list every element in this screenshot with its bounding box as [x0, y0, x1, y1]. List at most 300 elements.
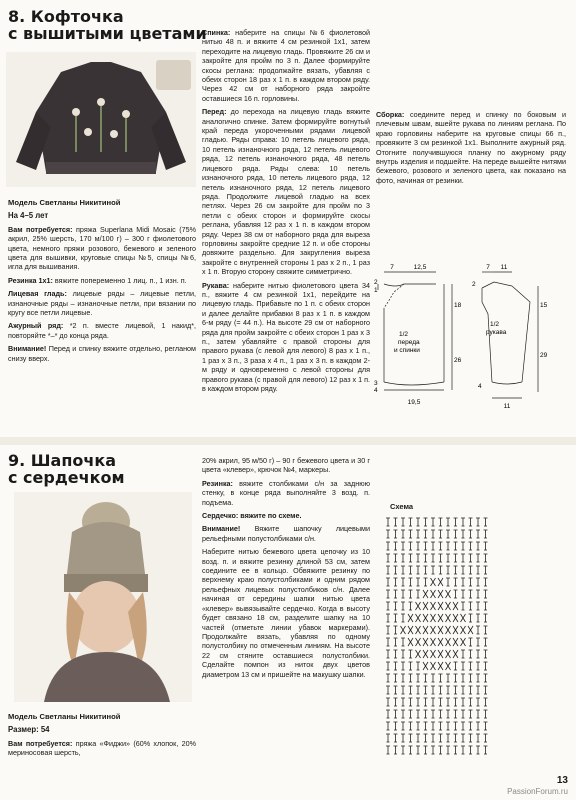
scheme-stitch-symbol	[431, 746, 435, 754]
scheme-stitch-symbol	[401, 710, 405, 718]
scheme-stitch-symbol	[454, 542, 458, 550]
scheme-stitch-symbol	[476, 722, 480, 730]
scheme-stitch-symbol	[469, 746, 473, 754]
section-8-title-line2: с вышитыми цветами	[8, 24, 207, 43]
scheme-stitch-symbol	[461, 590, 465, 598]
scheme-heart-symbol	[408, 614, 413, 622]
scheme-heart-symbol	[431, 602, 436, 610]
scheme-stitch-symbol	[469, 674, 473, 682]
section-9-size: Размер: 54	[8, 725, 50, 735]
scheme-heart-symbol	[446, 650, 451, 658]
section-8-title-line1: 8. Кофточка	[8, 7, 124, 26]
scheme-stitch-symbol	[469, 710, 473, 718]
scheme-stitch-symbol	[386, 530, 390, 538]
scheme-title: Схема	[390, 502, 414, 511]
scheme-stitch-symbol	[484, 530, 488, 538]
scheme-stitch-symbol	[416, 578, 420, 586]
section-8-column-3	[376, 14, 566, 189]
scheme-heart-symbol	[438, 662, 443, 670]
scheme-stitch-symbol	[454, 578, 458, 586]
scheme-stitch-symbol	[416, 722, 420, 730]
face-label: Лицевая гладь:	[8, 289, 67, 299]
scheme-stitch-symbol	[446, 710, 450, 718]
section-9-column-1	[8, 712, 196, 762]
scheme-heart-symbol	[446, 638, 451, 646]
scheme-stitch-symbol	[454, 710, 458, 718]
scheme-stitch-symbol	[401, 734, 405, 742]
scheme-stitch-symbol	[446, 578, 450, 586]
section-8-front	[202, 107, 370, 276]
scheme-stitch-symbol	[409, 722, 413, 730]
lace-text: *2 п. вместе лицевой, 1 накид*, повторяйте *–* до конца ряда.	[8, 321, 197, 340]
scheme-stitch-symbol	[401, 638, 405, 646]
scheme-stitch-symbol	[386, 710, 390, 718]
scheme-stitch-symbol	[401, 662, 405, 670]
scheme-stitch-symbol	[469, 542, 473, 550]
sleeve-text: наберите нитью фиолетового цвета 34 п., вяжите 4 см резинкой 1x1, перейдите на лицевую гладь. Прибавьте по 1 п. с обеих сторон и далее делайте прибавки 8 раз x 1 п. в каждом 6-м ряду (= 44 п.). На высоте 29 см от наборного ряда для пройм закройте с обеих сторон 1 раз x 3 п., затем убавляйте с правой стороны для правого рукава (с левой для левого) 8 раз x 1 п., 1 раз x 3 п., 3 раза x 4 п., 1 раз x 3 п. в каждом 2-м ряду и одновременно с левой стороны для правого рукава (с правой для левого) 12 раз x 1 п. в каждом втором ряду.	[202, 280, 371, 394]
scheme-stitch-symbol	[424, 710, 428, 718]
scheme-stitch-symbol	[394, 554, 398, 562]
scheme-heart-symbol	[453, 638, 458, 646]
pattern2-top-11: 11	[500, 264, 508, 271]
scheme-stitch-symbol	[469, 638, 473, 646]
pattern1-l-1: 1	[374, 287, 378, 294]
scheme-stitch-symbol	[431, 722, 435, 730]
scheme-heart-symbol	[438, 626, 443, 634]
scheme-stitch-symbol	[409, 710, 413, 718]
section-9-attention	[202, 524, 370, 543]
scheme-stitch-symbol	[439, 722, 443, 730]
scheme-heart-symbol	[423, 602, 428, 610]
scheme-stitch-symbol	[469, 530, 473, 538]
scheme-stitch-symbol	[461, 734, 465, 742]
scheme-stitch-symbol	[446, 722, 450, 730]
pattern2-r-29: 29	[540, 352, 548, 359]
scheme-stitch-symbol	[484, 710, 488, 718]
scheme-stitch-symbol	[401, 746, 405, 754]
scheme-stitch-symbol	[446, 734, 450, 742]
scheme-stitch-symbol	[386, 650, 390, 658]
scheme-stitch-symbol	[424, 578, 428, 586]
pattern1-label-2: переда	[398, 339, 420, 346]
scheme-stitch-symbol	[409, 734, 413, 742]
scheme-heart-symbol	[446, 590, 451, 598]
scheme-stitch-symbol	[409, 674, 413, 682]
scheme-stitch-symbol	[446, 746, 450, 754]
scheme-stitch-symbol	[431, 674, 435, 682]
section-9-materials-text: пряжа «Фиджи» (60% хлопок, 20% мериносовая шерсть,	[8, 738, 197, 758]
scheme-stitch-symbol	[386, 638, 390, 646]
scheme-stitch-symbol	[469, 602, 473, 610]
scheme-heart-symbol	[431, 638, 436, 646]
scheme-stitch-symbol	[431, 710, 435, 718]
scheme-stitch-symbol	[386, 674, 390, 682]
scheme-stitch-symbol	[476, 686, 480, 694]
section-9-rib-text: вяжите столбиками с/н за заднюю стенку, в конце ряда выполняйте 3 возд. п. подъема.	[202, 478, 370, 507]
pattern2-l-2: 2	[472, 281, 476, 288]
scheme-stitch-symbol	[469, 722, 473, 730]
scheme-stitch-symbol	[424, 566, 428, 574]
scheme-stitch-symbol	[386, 662, 390, 670]
scheme-stitch-symbol	[394, 518, 398, 526]
scheme-stitch-symbol	[409, 578, 413, 586]
scheme-stitch-symbol	[454, 554, 458, 562]
scheme-stitch-symbol	[439, 674, 443, 682]
pattern1-top-7: 7	[390, 264, 394, 271]
scheme-stitch-symbol	[439, 698, 443, 706]
scheme-heart-symbol	[431, 614, 436, 622]
scheme-heart-symbol	[446, 602, 451, 610]
face-text: лицевые ряды – лицевые петли, изнаночные ряды – изнаночные петли, при вязании по кругу все петли лицевые.	[8, 289, 197, 318]
scheme-stitch-symbol	[416, 518, 420, 526]
scheme-stitch-symbol	[386, 542, 390, 550]
scheme-heart-symbol	[431, 626, 436, 634]
scheme-stitch-symbol	[386, 602, 390, 610]
scheme-stitch-symbol	[431, 530, 435, 538]
section-8-attention	[8, 344, 196, 363]
scheme-stitch-symbol	[401, 602, 405, 610]
scheme-stitch-symbol	[484, 746, 488, 754]
scheme-stitch-symbol	[469, 566, 473, 574]
back-label: Спинка:	[202, 28, 231, 37]
section-9-materials	[8, 739, 196, 758]
scheme-stitch-symbol	[424, 722, 428, 730]
scheme-stitch-symbol	[476, 746, 480, 754]
scheme-stitch-symbol	[484, 638, 488, 646]
scheme-stitch-symbol	[446, 686, 450, 694]
scheme-heart-symbol	[453, 614, 458, 622]
scheme-stitch-symbol	[454, 674, 458, 682]
scheme-stitch-symbol	[409, 686, 413, 694]
scheme-heart-symbol	[431, 650, 436, 658]
scheme-stitch-symbol	[469, 578, 473, 586]
section-9-rib-label: Резинка:	[202, 478, 233, 488]
scheme-heart-symbol	[453, 602, 458, 610]
scheme-stitch-symbol	[401, 614, 405, 622]
scheme-stitch-symbol	[401, 722, 405, 730]
scheme-stitch-symbol	[394, 734, 398, 742]
scheme-heart-symbol	[423, 590, 428, 598]
scheme-stitch-symbol	[454, 746, 458, 754]
scheme-stitch-symbol	[439, 566, 443, 574]
attention-label: Внимание!	[8, 344, 47, 354]
section-8-title	[8, 8, 207, 42]
scheme-stitch-symbol	[469, 590, 473, 598]
watermark: PassionForum.ru	[507, 787, 568, 796]
pattern1-l-4: 4	[374, 387, 378, 394]
pattern-sleeve	[472, 262, 566, 418]
pattern2-r-15: 15	[540, 302, 548, 309]
scheme-stitch-symbol	[416, 686, 420, 694]
section-8-rib	[8, 276, 196, 285]
scheme-stitch-symbol	[446, 542, 450, 550]
scheme-stitch-symbol	[394, 638, 398, 646]
scheme-stitch-symbol	[484, 698, 488, 706]
scheme-stitch-symbol	[386, 722, 390, 730]
scheme-stitch-symbol	[476, 626, 480, 634]
scheme-stitch-symbol	[409, 542, 413, 550]
scheme-stitch-symbol	[386, 590, 390, 598]
scheme-stitch-symbol	[461, 746, 465, 754]
scheme-stitch-symbol	[476, 638, 480, 646]
scheme-stitch-symbol	[409, 650, 413, 658]
scheme-stitch-symbol	[476, 530, 480, 538]
scheme-heart-symbol	[431, 590, 436, 598]
scheme-stitch-symbol	[439, 530, 443, 538]
scheme-stitch-symbol	[484, 590, 488, 598]
hat-photo	[14, 492, 192, 702]
scheme-stitch-symbol	[461, 518, 465, 526]
scheme-heart-symbol	[423, 638, 428, 646]
scheme-stitch-symbol	[454, 686, 458, 694]
scheme-stitch-symbol	[431, 554, 435, 562]
scheme-stitch-symbol	[439, 734, 443, 742]
scheme-stitch-symbol	[401, 566, 405, 574]
scheme-stitch-symbol	[394, 746, 398, 754]
scheme-stitch-symbol	[476, 674, 480, 682]
scheme-stitch-symbol	[461, 530, 465, 538]
section-9-attention-text: Вяжите шапочку лицевыми рельефными полустолбиками с/н.	[202, 524, 370, 543]
scheme-heart-symbol	[416, 614, 421, 622]
scheme-stitch-symbol	[484, 614, 488, 622]
scheme-stitch-symbol	[484, 686, 488, 694]
scheme-stitch-symbol	[401, 698, 405, 706]
scheme-stitch-symbol	[394, 698, 398, 706]
scheme-stitch-symbol	[484, 542, 488, 550]
scheme-stitch-symbol	[416, 674, 420, 682]
pattern2-bottom: 11	[503, 403, 511, 410]
scheme-stitch-symbol	[461, 650, 465, 658]
pattern1-label-3: и спинки	[394, 347, 420, 354]
scheme-stitch-symbol	[476, 542, 480, 550]
scheme-stitch-symbol	[484, 650, 488, 658]
scheme-stitch-symbol	[484, 722, 488, 730]
lace-label: Ажурный ряд:	[8, 321, 64, 331]
scheme-heart-symbol	[446, 662, 451, 670]
section-9-model: Модель Светланы Никитиной	[8, 712, 121, 721]
scheme-heart-symbol	[461, 614, 466, 622]
scheme-stitch-symbol	[424, 746, 428, 754]
scheme-stitch-symbol	[454, 590, 458, 598]
section-8-assembly	[376, 110, 566, 185]
scheme-stitch-symbol	[476, 614, 480, 622]
scheme-stitch-symbol	[386, 578, 390, 586]
section-9-title-line1: 9. Шапочка	[8, 451, 117, 470]
scheme-heart-symbol	[431, 662, 436, 670]
section-8-face	[8, 289, 196, 317]
scheme-stitch-symbol	[454, 566, 458, 574]
scheme-stitch-symbol	[484, 518, 488, 526]
scheme-stitch-symbol	[386, 566, 390, 574]
scheme-stitch-symbol	[401, 542, 405, 550]
scheme-stitch-symbol	[416, 662, 420, 670]
scheme-stitch-symbol	[416, 542, 420, 550]
scheme-stitch-symbol	[476, 518, 480, 526]
scheme-stitch-symbol	[401, 674, 405, 682]
scheme-stitch-symbol	[394, 686, 398, 694]
scheme-stitch-symbol	[461, 674, 465, 682]
scheme-stitch-symbol	[424, 734, 428, 742]
pattern1-r-18: 18	[454, 302, 462, 309]
scheme-stitch-symbol	[476, 650, 480, 658]
scheme-stitch-symbol	[431, 518, 435, 526]
section-8-size: На 4–5 лет	[8, 211, 49, 221]
sweater-photo	[6, 52, 196, 187]
scheme-stitch-symbol	[469, 518, 473, 526]
scheme-heart-symbol	[446, 614, 451, 622]
scheme-stitch-symbol	[386, 686, 390, 694]
scheme-stitch-symbol	[409, 746, 413, 754]
pattern2-l-4: 4	[478, 383, 482, 390]
scheme-stitch-symbol	[431, 698, 435, 706]
scheme-stitch-symbol	[454, 698, 458, 706]
scheme-heart-symbol	[438, 578, 443, 586]
scheme-stitch-symbol	[386, 614, 390, 622]
scheme-stitch-symbol	[476, 710, 480, 718]
scheme-stitch-symbol	[394, 614, 398, 622]
scheme-stitch-symbol	[386, 746, 390, 754]
scheme-stitch-symbol	[416, 746, 420, 754]
scheme-stitch-symbol	[431, 734, 435, 742]
scheme-stitch-symbol	[394, 626, 398, 634]
scheme-heart-symbol	[416, 650, 421, 658]
section-divider	[0, 437, 576, 445]
scheme-stitch-symbol	[476, 662, 480, 670]
scheme-heart-symbol	[431, 578, 436, 586]
scheme-stitch-symbol	[424, 686, 428, 694]
scheme-stitch-symbol	[439, 710, 443, 718]
scheme-heart-symbol	[416, 626, 421, 634]
scheme-heart-symbol	[416, 638, 421, 646]
scheme-stitch-symbol	[416, 734, 420, 742]
section-8-model: Модель Светланы Никитиной	[8, 198, 121, 207]
scheme-stitch-symbol	[416, 590, 420, 598]
scheme-stitch-symbol	[484, 578, 488, 586]
scheme-stitch-symbol	[469, 734, 473, 742]
section-9-title	[8, 452, 125, 486]
scheme-stitch-symbol	[424, 554, 428, 562]
scheme-stitch-symbol	[461, 542, 465, 550]
scheme-stitch-symbol	[439, 554, 443, 562]
scheme-stitch-symbol	[454, 734, 458, 742]
scheme-stitch-symbol	[461, 554, 465, 562]
pattern1-l-3: 3	[374, 380, 378, 387]
scheme-stitch-symbol	[401, 518, 405, 526]
scheme-stitch-symbol	[446, 530, 450, 538]
scheme-stitch-symbol	[484, 674, 488, 682]
scheme-stitch-symbol	[424, 674, 428, 682]
scheme-stitch-symbol	[409, 530, 413, 538]
scheme-heart-symbol	[446, 626, 451, 634]
rib-label: Резинка 1x1:	[8, 275, 53, 285]
pattern-front-back	[374, 262, 470, 418]
scheme-stitch-symbol	[394, 566, 398, 574]
scheme-stitch-symbol	[394, 674, 398, 682]
scheme-heart-symbol	[438, 602, 443, 610]
scheme-stitch-symbol	[416, 530, 420, 538]
scheme-stitch-symbol	[416, 698, 420, 706]
scheme-stitch-symbol	[446, 554, 450, 562]
scheme-stitch-symbol	[394, 710, 398, 718]
scheme-stitch-symbol	[416, 710, 420, 718]
pattern1-label-1: 1/2	[399, 331, 409, 338]
scheme-stitch-symbol	[394, 590, 398, 598]
scheme-stitch-symbol	[394, 722, 398, 730]
heart-label: Сердечко:	[202, 511, 239, 521]
pattern1-l-2: 2	[374, 279, 378, 286]
scheme-heart-symbol	[438, 650, 443, 658]
scheme-stitch-symbol	[409, 566, 413, 574]
section-9-column-2	[202, 456, 370, 683]
pattern2-label-1: 1/2	[490, 321, 500, 328]
pattern2-label-2: рукава	[486, 329, 507, 336]
scheme-stitch-symbol	[484, 662, 488, 670]
scheme-stitch-symbol	[424, 518, 428, 526]
scheme-stitch-symbol	[409, 662, 413, 670]
assembly-text: соедините перед и спинку по боковым и плечевым швам, вшейте рукава по линиям реглана. По краю горловины наберите на круговые спицы 66 п., провяжите 3 см резинкой 1x1. Выполните ажурный ряд. Отогните получившуюся планку по ажурному ряду внутрь изделия и подшейте. На переде вышейте нитями бежевого, розового и зеленого цвета, как показано на фото, начиная от резинки.	[376, 110, 566, 185]
section-9-attention-label: Внимание!	[202, 524, 241, 534]
scheme-stitch-symbol	[454, 530, 458, 538]
scheme-stitch-symbol	[401, 578, 405, 586]
scheme-stitch-symbol	[461, 602, 465, 610]
section-9-materials-label: Вам потребуется:	[8, 738, 73, 748]
scheme-stitch-symbol	[386, 626, 390, 634]
scheme-heart-symbol	[453, 650, 458, 658]
section-8-column-2	[202, 28, 370, 397]
scheme-stitch-symbol	[484, 602, 488, 610]
scheme-stitch-symbol	[394, 530, 398, 538]
scheme-stitch-symbol	[469, 662, 473, 670]
pattern2-top-7: 7	[486, 264, 490, 271]
scheme-stitch-symbol	[401, 554, 405, 562]
scheme-stitch-symbol	[469, 686, 473, 694]
scheme-heart-symbol	[408, 626, 413, 634]
scheme-stitch-symbol	[469, 698, 473, 706]
scheme-stitch-symbol	[386, 698, 390, 706]
scheme-heart-symbol	[423, 614, 428, 622]
scheme-stitch-symbol	[401, 590, 405, 598]
section-8-sleeve	[202, 281, 370, 394]
scheme-stitch-symbol	[431, 686, 435, 694]
scheme-stitch-symbol	[439, 542, 443, 550]
scheme-stitch-symbol	[409, 590, 413, 598]
scheme-stitch-symbol	[476, 602, 480, 610]
scheme-stitch-symbol	[394, 650, 398, 658]
scheme-stitch-symbol	[424, 542, 428, 550]
scheme-stitch-symbol	[476, 734, 480, 742]
pattern1-r-26: 26	[454, 357, 462, 364]
back-text: наберите на спицы №6 фиолетовой нитью 48 п. и вяжите 4 см резинкой 1x1, затем переходите на лицевую гладь. Провяжите 26 см и закройте для пройм по 3 п. Далее формируйте скосы реглана: продолжайте вязать, убавляя с обеих сторон 18 раз x 1 п. в каждом втором ряду. Через 42 см от наборного ряда закройте оставшиеся 16 п. горловины.	[202, 28, 370, 103]
scheme-stitch-symbol	[416, 554, 420, 562]
scheme-heart-symbol	[468, 626, 473, 634]
scheme-heart-symbol	[423, 626, 428, 634]
scheme-stitch-symbol	[461, 710, 465, 718]
scheme-stitch-symbol	[461, 662, 465, 670]
scheme-heart-symbol	[423, 650, 428, 658]
scheme-stitch-symbol	[439, 686, 443, 694]
section-8-lace	[8, 321, 196, 340]
scheme-stitch-symbol	[476, 554, 480, 562]
heart-text: вяжите по схеме.	[240, 511, 302, 521]
scheme-stitch-symbol	[461, 686, 465, 694]
scheme-stitch-symbol	[394, 542, 398, 550]
scheme-stitch-symbol	[394, 662, 398, 670]
scheme-stitch-symbol	[409, 518, 413, 526]
scheme-stitch-symbol	[469, 614, 473, 622]
assembly-label: Сборка:	[376, 110, 405, 119]
scheme-stitch-symbol	[424, 530, 428, 538]
scheme-stitch-symbol	[439, 746, 443, 754]
